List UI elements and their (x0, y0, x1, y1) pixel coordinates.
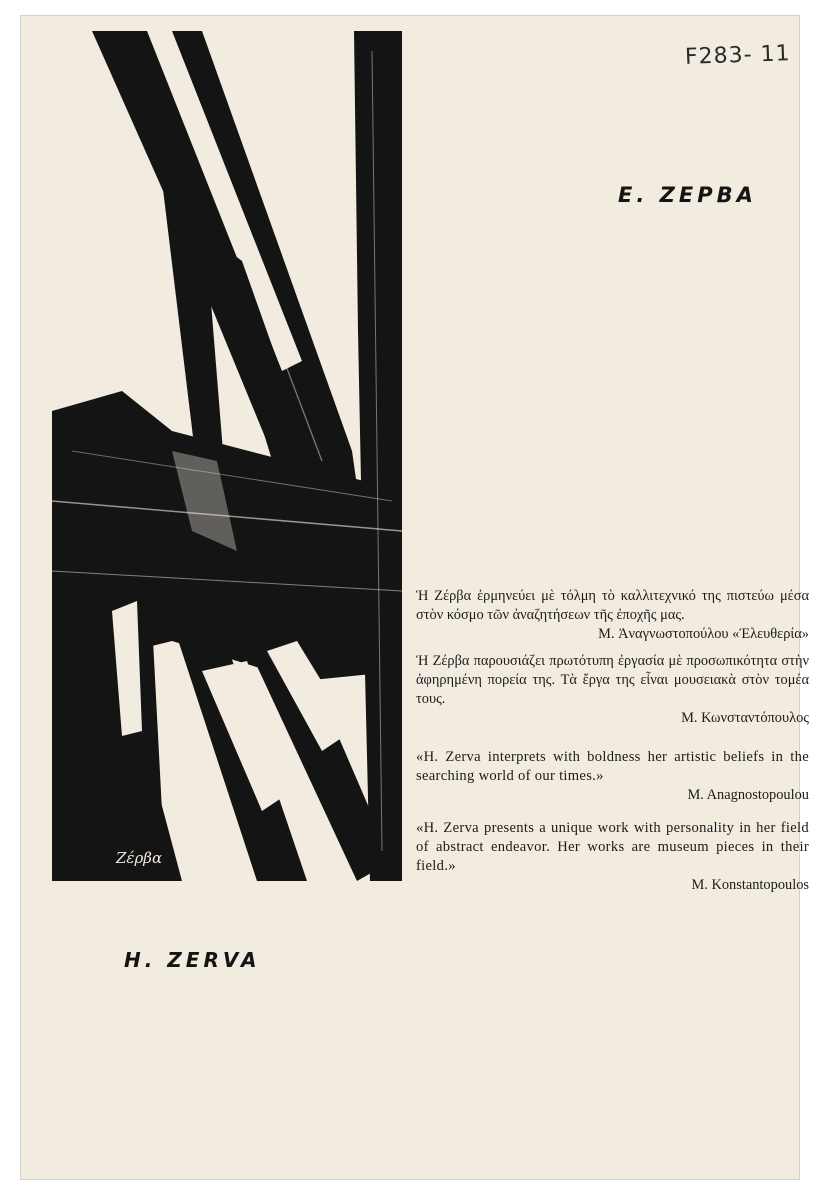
artist-name-latin: H. ZERVA (124, 948, 261, 972)
quote-text: Ἡ Ζέρβα παρουσιάζει πρωτότυπη ἐργασία μὲ προσωπικότητα στὴν ἀφηρημένη πορεία της. Τὰ ἔργα της εἶναι μουσειακὰ στὸν τομέα τους. (416, 653, 809, 707)
catalog-number: F283- 11 (684, 41, 791, 70)
quote-greek-anagnostopoulou (416, 587, 809, 644)
quote-author: Μ. Κωνσταντόπουλος (681, 710, 809, 726)
quote-english-anagnostopoulou (416, 748, 809, 805)
brochure-page (20, 15, 809, 1180)
quote-text: «H. Zerva presents a unique work with personality in her field of abstract endeavor. Her works are museum pieces in their field.» (416, 820, 809, 874)
abstract-artwork (52, 31, 402, 881)
quote-english-konstantopoulos (416, 819, 809, 895)
artist-name-greek: Ε. ΖΕΡΒΑ (618, 183, 757, 207)
quote-author: Μ. Ἀναγνωστοπούλου «Ἐλευθερία» (598, 626, 809, 642)
press-quotes (416, 587, 809, 903)
quote-author: M. Anagnostopoulou (687, 787, 809, 803)
quote-text: «H. Zerva interprets with boldness her artistic beliefs in the searching world of our times.» (416, 749, 809, 784)
quote-text: Ἡ Ζέρβα ἑρμηνεύει μὲ τόλμη τὸ καλλιτεχνικό της πιστεύω μέσα στὸν κόσμο τῶν ἀναζητήσεων τῆς ἐποχῆς μας. (416, 588, 809, 623)
abstract-brushstroke-image (52, 31, 402, 881)
artist-signature: Ζέρβα (116, 849, 163, 867)
quote-greek-konstantopoulos (416, 652, 809, 728)
quote-author: M. Konstantopoulos (691, 877, 809, 893)
